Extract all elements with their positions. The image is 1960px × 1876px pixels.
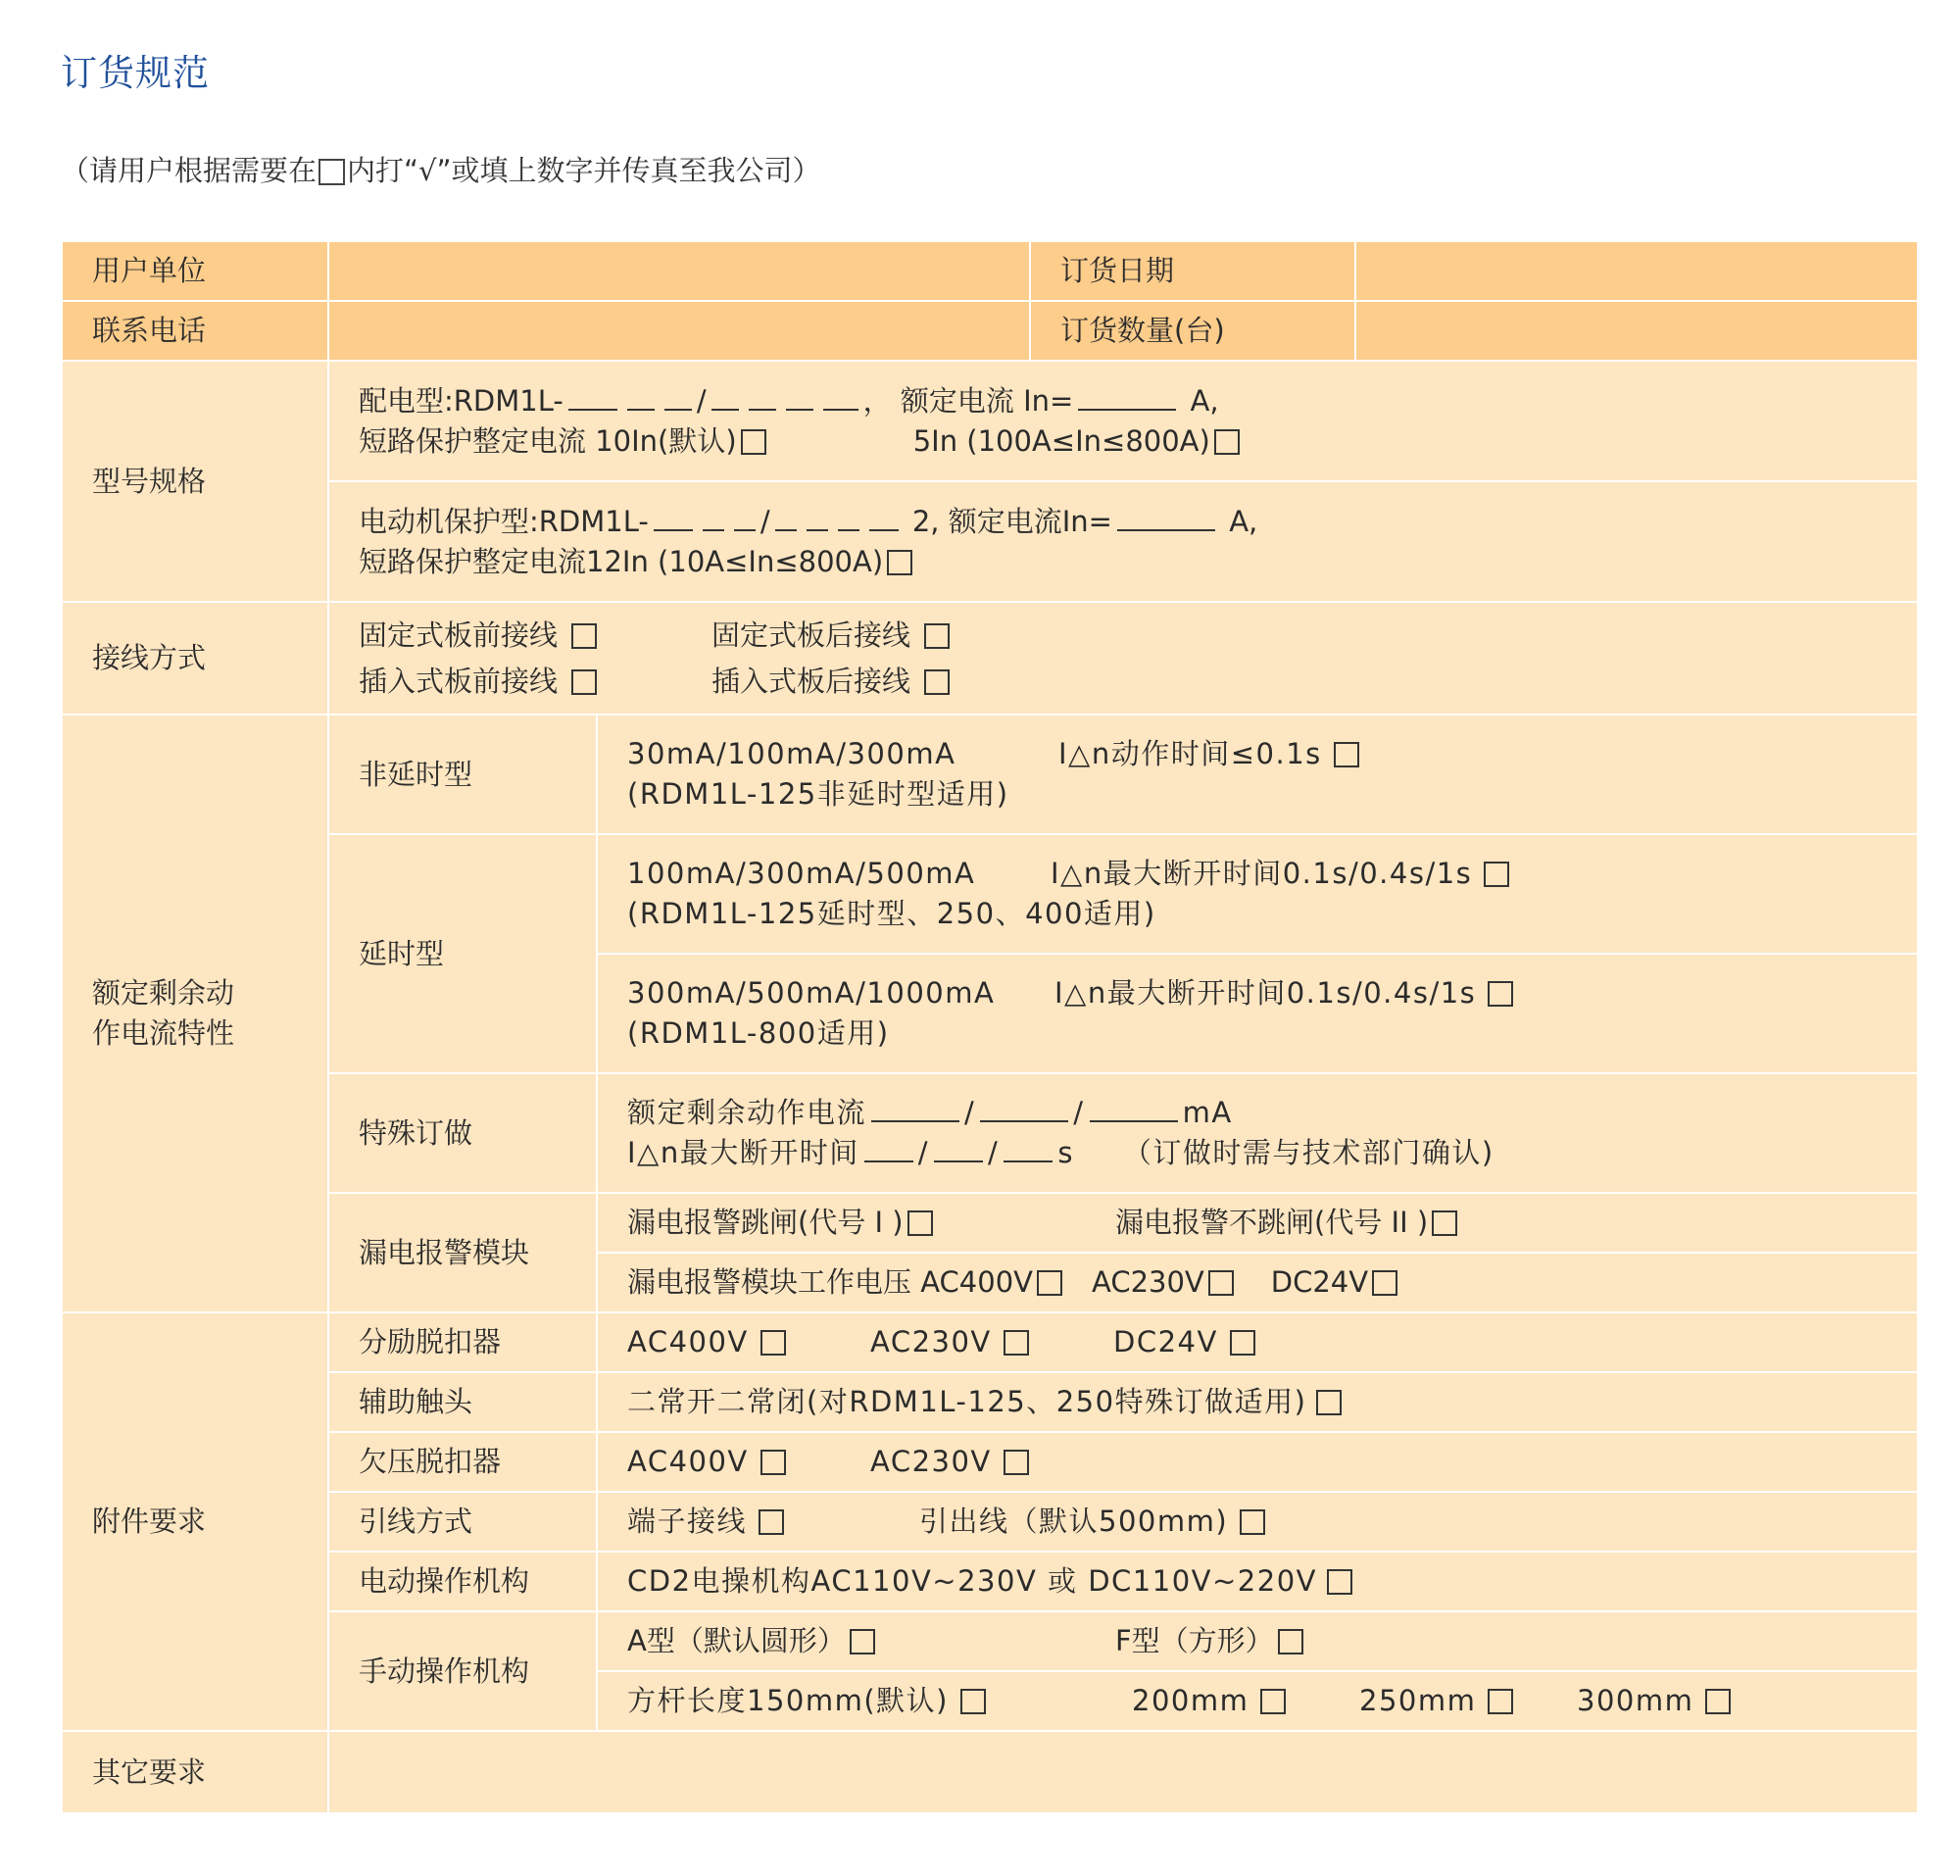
alarm-voltage-cell: 漏电报警模块工作电压 AC400V AC230V DC24V <box>597 1253 1918 1312</box>
checkbox-sc-5in[interactable] <box>1214 429 1240 455</box>
checkbox-fixed-front[interactable] <box>571 623 597 649</box>
shunt-cell: AC400V AC230V DC24V <box>597 1312 1918 1372</box>
checkbox-alarm-notrip[interactable] <box>1432 1210 1457 1236</box>
alarm-type-cell: 漏电报警跳闸(代号 I ) 漏电报警不跳闸(代号 II ) <box>597 1193 1918 1253</box>
undervoltage-label: 欠压脱扣器 <box>328 1432 597 1492</box>
dist-type-cell: 配电型:RDM1L- / ， 额定电流 In= A, 短路保护整定电流 10In(默认) 5In (100A≤In≤800A) <box>328 361 1918 481</box>
checkbox-alarm-trip[interactable] <box>907 1210 933 1236</box>
delay-cell-2: 300mA/500mA/1000mA I△n最大断开时间0.1s/0.4s/1s (RDM1L-800适用) <box>597 954 1918 1073</box>
checkbox-plugin-front[interactable] <box>571 669 597 695</box>
aux-cell: 二常开二常闭(对RDM1L-125、250特殊订做适用) <box>597 1372 1918 1432</box>
other-row <box>62 1731 1918 1813</box>
order-quantity-label: 订货数量(台) <box>1030 301 1355 361</box>
checkbox-rod-200[interactable] <box>1260 1689 1286 1714</box>
contact-phone-field[interactable] <box>328 301 1030 361</box>
motor-op-row <box>62 1552 1918 1611</box>
motor-op-label: 电动操作机构 <box>328 1552 597 1611</box>
checkbox-plugin-rear[interactable] <box>924 669 950 695</box>
aux-label: 辅助触头 <box>328 1372 597 1432</box>
wiring-label: 接线方式 <box>62 602 328 715</box>
accessories-label: 附件要求 <box>62 1312 328 1731</box>
special-row <box>62 1073 1918 1193</box>
checkbox-alarm-ac400[interactable] <box>1037 1270 1062 1296</box>
page-title: 订货规范 <box>61 52 210 94</box>
checkbox-lead-wire[interactable] <box>1240 1509 1265 1535</box>
checkbox-rod-250[interactable] <box>1488 1689 1513 1714</box>
residual-label: 额定剩余动 作电流特性 <box>62 715 328 1312</box>
model-row-dist <box>62 361 1918 481</box>
checkbox-motor-sc[interactable] <box>887 550 912 575</box>
motor-op-cell: CD2电操机构AC110V~230V 或 DC110V~220V <box>597 1552 1918 1611</box>
checkbox-sc-10in[interactable] <box>741 429 766 455</box>
header-row-phone <box>62 301 1918 361</box>
checkbox-rod-300[interactable] <box>1705 1689 1731 1714</box>
wiring-row <box>62 602 1918 715</box>
lead-label: 引线方式 <box>328 1492 597 1552</box>
rod-length-cell: 方杆长度150mm(默认) 200mm 250mm 300mm <box>597 1671 1918 1731</box>
special-cell: 额定剩余动作电流 / / mA I△n最大断开时间 / / s （订做时需与技术部门确认) <box>597 1073 1918 1193</box>
checkbox-alarm-ac230[interactable] <box>1208 1270 1234 1296</box>
wiring-options: 固定式板前接线 固定式板后接线 插入式板前接线 插入式板后接线 <box>328 602 1918 715</box>
instruction-note: （请用户根据需要在 内打“√”或填上数字并传真至我公司） <box>61 154 821 187</box>
checkbox-shunt-dc24[interactable] <box>1230 1330 1255 1356</box>
manual-row-1 <box>62 1611 1918 1671</box>
checkbox-icon <box>318 159 345 185</box>
nondelay-row <box>62 715 1918 834</box>
checkbox-alarm-dc24[interactable] <box>1372 1270 1397 1296</box>
manual-label: 手动操作机构 <box>328 1611 597 1731</box>
checkbox-uv-ac230[interactable] <box>1004 1450 1029 1475</box>
checkbox-uv-ac400[interactable] <box>760 1450 786 1475</box>
order-date-field[interactable] <box>1355 241 1918 301</box>
shunt-label: 分励脱扣器 <box>328 1312 597 1372</box>
other-field[interactable] <box>328 1731 1918 1813</box>
manual-type-cell: A型（默认圆形） F型（方形） <box>597 1611 1918 1671</box>
special-label: 特殊订做 <box>328 1073 597 1193</box>
delay-cell-1: 100mA/300mA/500mA I△n最大断开时间0.1s/0.4s/1s (RDM1L-125延时型、250、400适用) <box>597 834 1918 954</box>
lead-cell: 端子接线 引出线（默认500mm) <box>597 1492 1918 1552</box>
user-unit-field[interactable] <box>328 241 1030 301</box>
header-row-unit <box>62 241 1918 301</box>
delay-row-1 <box>62 834 1918 954</box>
alarm-row-1 <box>62 1193 1918 1253</box>
nondelay-cell: 30mA/100mA/300mA I△n动作时间≤0.1s (RDM1L-125非延时型适用) <box>597 715 1918 834</box>
checkbox-motor-op[interactable] <box>1327 1569 1352 1595</box>
motor-type-cell: 电动机保护型:RDM1L- / 2, 额定电流In= A, 短路保护整定电流12In (10A≤In≤800A) <box>328 481 1918 602</box>
checkbox-aux[interactable] <box>1316 1390 1342 1415</box>
other-label: 其它要求 <box>62 1731 328 1813</box>
order-quantity-field[interactable] <box>1355 301 1918 361</box>
checkbox-lead-terminal[interactable] <box>759 1509 784 1535</box>
checkbox-manual-f[interactable] <box>1278 1629 1303 1654</box>
delay-label: 延时型 <box>328 834 597 1073</box>
undervoltage-cell: AC400V AC230V <box>597 1432 1918 1492</box>
checkbox-delay-1[interactable] <box>1484 862 1509 887</box>
lead-row <box>62 1492 1918 1552</box>
order-date-label: 订货日期 <box>1030 241 1355 301</box>
checkbox-delay-2[interactable] <box>1488 981 1513 1007</box>
model-row-motor <box>62 481 1918 602</box>
contact-phone-label: 联系电话 <box>62 301 328 361</box>
alarm-label: 漏电报警模块 <box>328 1193 597 1312</box>
undervoltage-row <box>62 1432 1918 1492</box>
checkbox-nondelay[interactable] <box>1334 742 1359 767</box>
checkbox-rod-150[interactable] <box>960 1689 986 1714</box>
checkbox-shunt-ac230[interactable] <box>1004 1330 1029 1356</box>
shunt-row <box>62 1312 1918 1372</box>
order-form-table <box>61 240 1919 1814</box>
user-unit-label: 用户单位 <box>62 241 328 301</box>
checkbox-manual-a[interactable] <box>850 1629 875 1654</box>
checkbox-shunt-ac400[interactable] <box>760 1330 786 1356</box>
checkbox-fixed-rear[interactable] <box>924 623 950 649</box>
nondelay-label: 非延时型 <box>328 715 597 834</box>
aux-row <box>62 1372 1918 1432</box>
model-spec-label: 型号规格 <box>62 361 328 602</box>
